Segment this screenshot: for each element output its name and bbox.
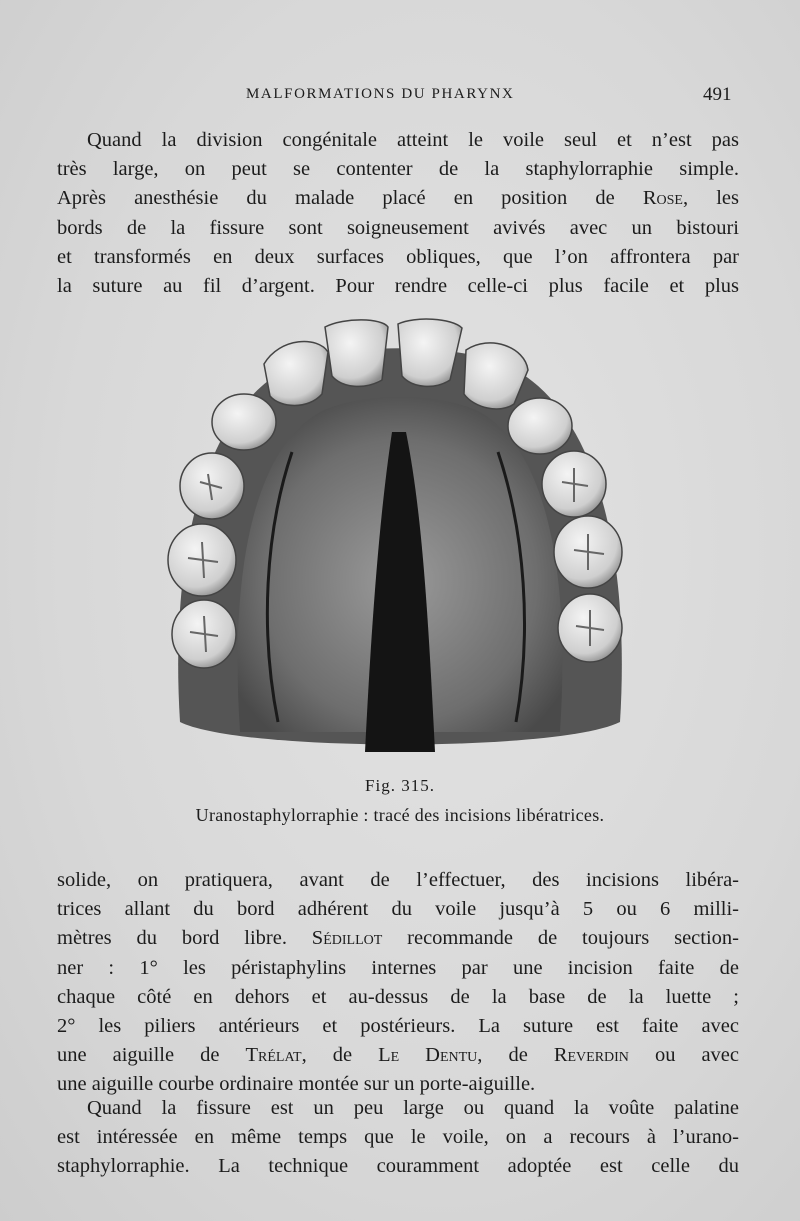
text-line: solide, on pratiquera, avant de l’effectuer, des incisions libéra- [57, 869, 739, 891]
author-name: Sédillot [311, 927, 383, 950]
text-line [57, 184, 739, 213]
running-title: MALFORMATIONS DU PHARYNX [246, 86, 515, 102]
palate-illustration [160, 312, 640, 762]
text-line: est intéressée en même temps que le voile, on a recours à l’urano- [57, 1126, 739, 1149]
text-line: très large, on peut se contenter de la staphylorraphie simple. [57, 158, 739, 181]
text-line [57, 924, 739, 953]
text-line: chaque côté en dehors et au-dessus de la base de la luette ; [57, 985, 739, 1008]
incisor-tooth [325, 320, 388, 387]
paragraph-incisions [57, 866, 739, 1100]
author-name: Le Dentu [378, 1044, 478, 1067]
page-number: 491 [703, 84, 732, 105]
text-line: une aiguille courbe ordinaire montée sur un porte-aiguille. [57, 1073, 536, 1096]
canine-tooth [508, 398, 572, 454]
author-name: Rose [642, 187, 683, 210]
text-run: , de [301, 1044, 379, 1067]
text-run: une aiguille de [57, 1044, 246, 1067]
palate-drawing [160, 312, 640, 762]
text-line: ner : 1° les péristaphylins internes par une incision faite de [57, 956, 739, 979]
text-run: ou avec [628, 1044, 739, 1067]
text-line: Quand la fissure est un peu large ou quand la voûte palatine [87, 1097, 739, 1119]
text-line: et transformés en deux surfaces obliques, que l’on affrontera par [57, 245, 739, 268]
incisor-tooth [264, 342, 328, 406]
text-line: bords de la fissure sont soigneusement avivés avec un bistouri [57, 216, 739, 239]
text-run: Après anesthésie du malade placé en position de [57, 187, 643, 210]
figure-caption: Uranostaphylorraphie : tracé des incisions libératrices. [195, 805, 605, 825]
text-run: recommande de toujours section- [382, 927, 739, 950]
page-header [0, 84, 800, 110]
text-run: , les [682, 187, 739, 210]
paragraph-staphylorraphie [57, 126, 739, 301]
text-line: la suture au fil d’argent. Pour rendre celle-ci plus facile et plus [57, 275, 739, 298]
text-line: staphylorraphie. La technique couramment adoptée est celle du [57, 1155, 739, 1178]
figure-number: Fig. 315. [365, 776, 435, 795]
author-name: Reverdin [553, 1044, 629, 1067]
author-name: Trélat [245, 1044, 302, 1067]
text-line: 2° les piliers antérieurs et postérieurs. La suture est faite avec [57, 1015, 739, 1038]
paragraph-uranostaphylorraphie [57, 1094, 739, 1182]
canine-tooth [212, 394, 276, 450]
text-line: Quand la division congénitale atteint le voile seul et n’est pas [87, 129, 739, 151]
text-run: mètres du bord libre. [57, 927, 312, 950]
text-run: , de [477, 1044, 554, 1067]
text-line [57, 1041, 739, 1070]
text-line: trices allant du bord adhérent du voile jusqu’à 5 ou 6 milli- [57, 898, 739, 921]
